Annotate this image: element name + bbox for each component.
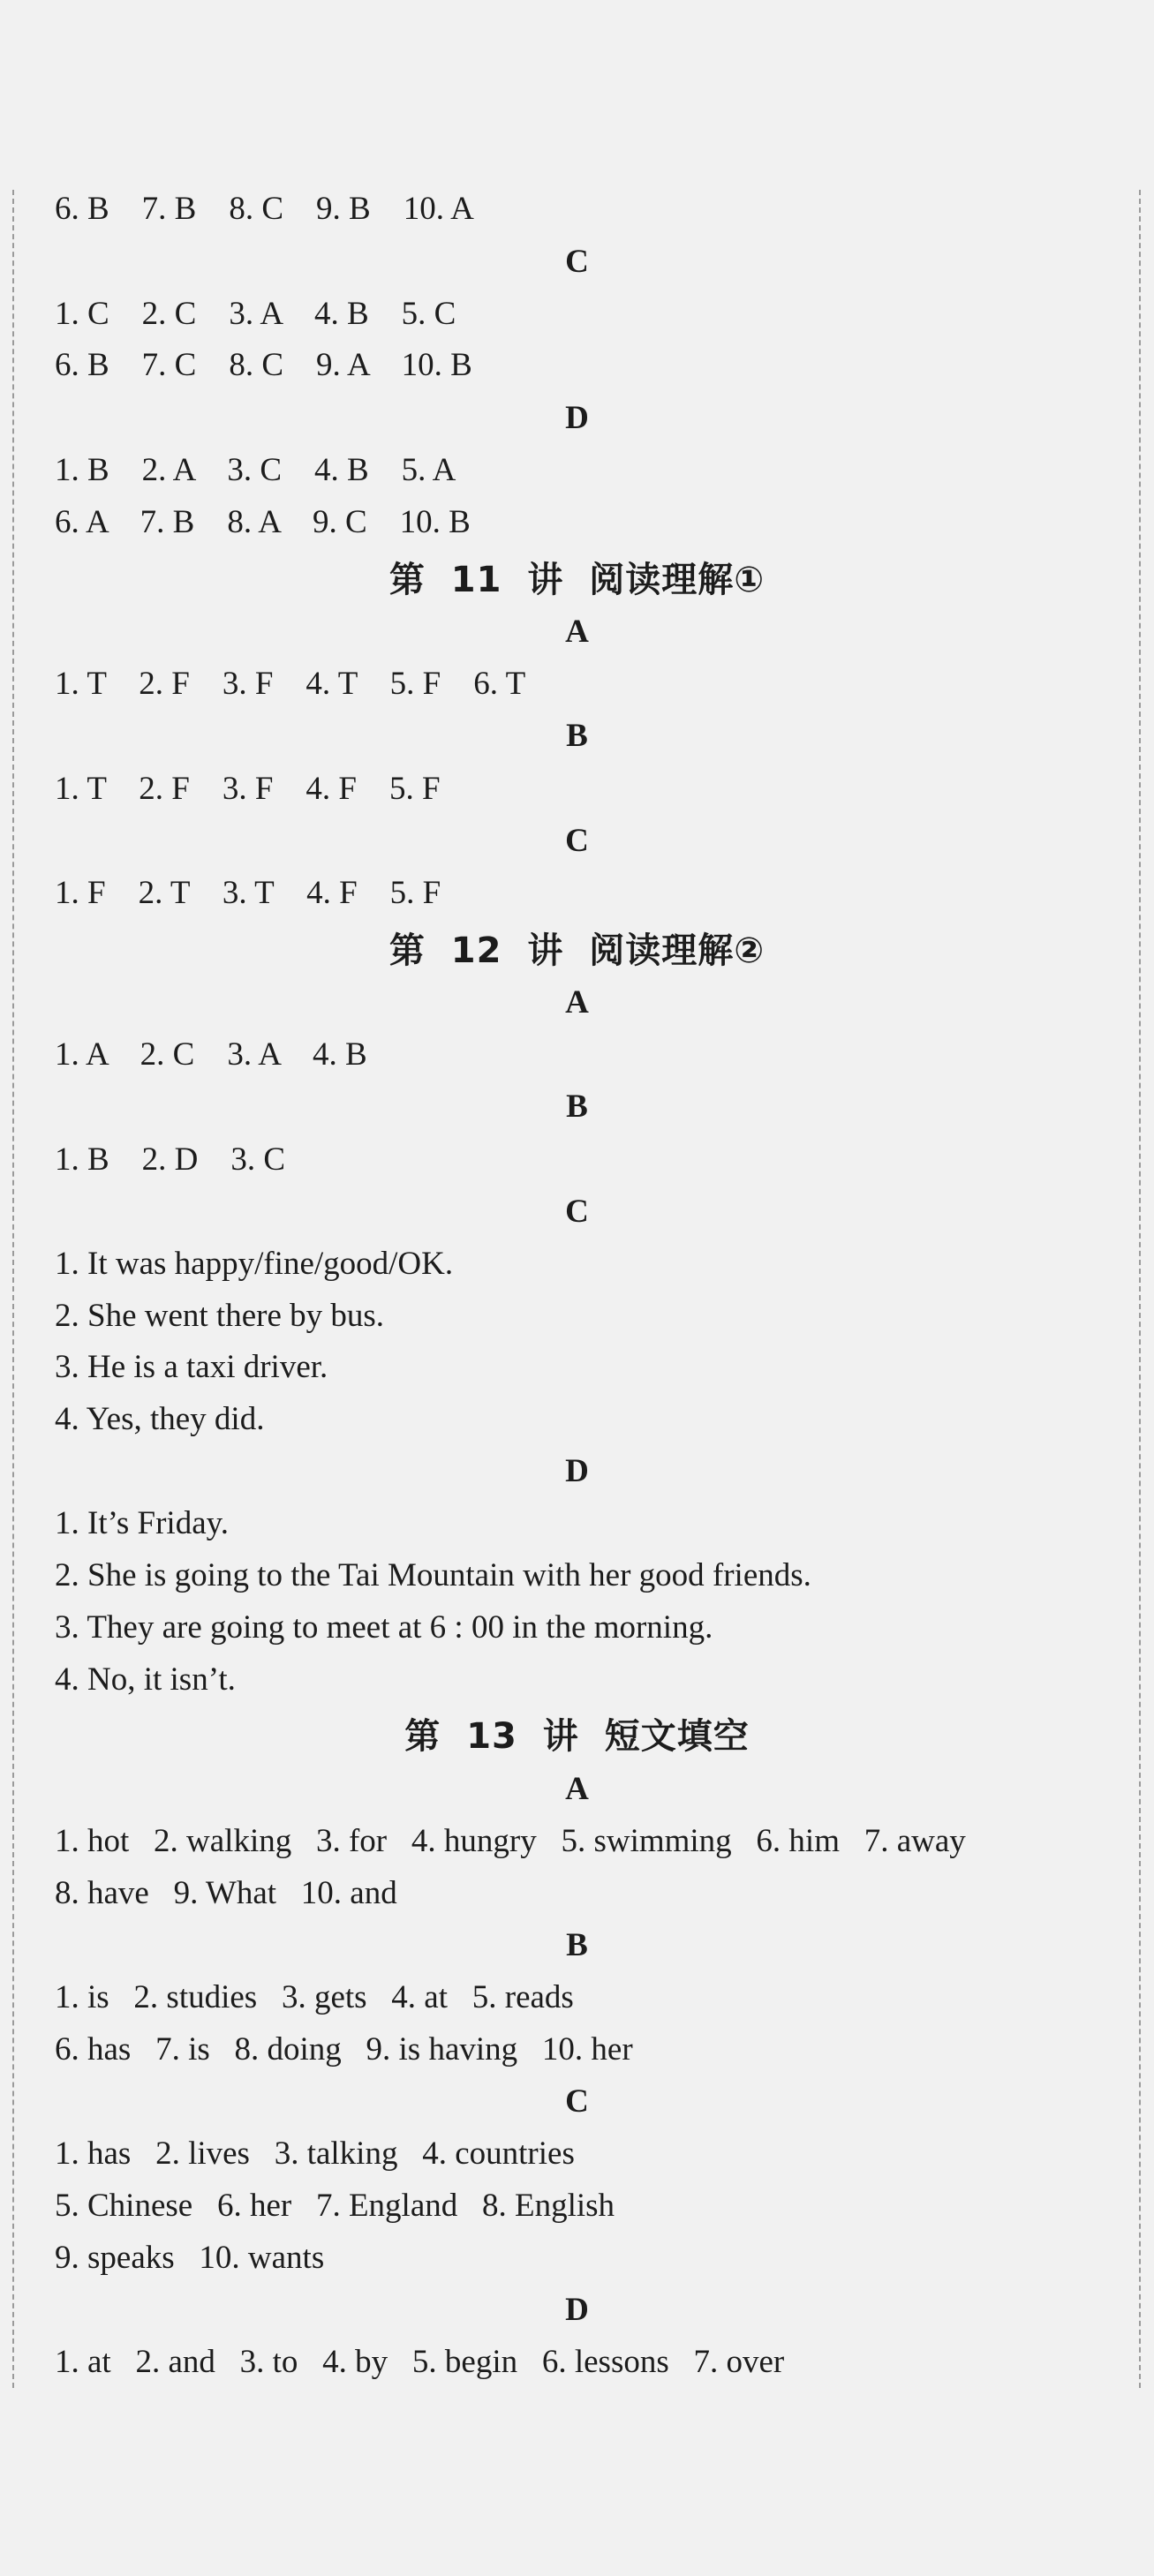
answer-line: 1. at 2. and 3. to 4. by 5. begin 6. lessons 7. over xyxy=(55,2344,785,2380)
section-letter: D xyxy=(565,400,589,436)
lesson-title: 第 13 讲 短文填空 xyxy=(404,1716,750,1757)
answer-line: 6. B 7. B 8. C 9. B 10. A xyxy=(55,191,474,227)
answer-line: 1. hot 2. walking 3. for 4. hungry 5. swimming 6. him 7. away xyxy=(55,1823,966,1859)
answer-line: 1. C 2. C 3. A 4. B 5. C xyxy=(55,296,456,332)
section-letter: D xyxy=(565,2292,589,2328)
right-dashed-margin xyxy=(1139,190,1141,2388)
section-letter: C xyxy=(565,2083,589,2120)
section-letter: D xyxy=(565,1453,589,1489)
answer-line: 9. speaks 10. wants xyxy=(55,2240,325,2276)
answer-line: 1. is 2. studies 3. gets 4. at 5. reads xyxy=(55,1979,574,2015)
answer-line: 1. A 2. C 3. A 4. B xyxy=(55,1036,367,1073)
section-letter: B xyxy=(566,718,588,754)
answer-line: 1. T 2. F 3. F 4. F 5. F xyxy=(55,771,441,807)
answer-line: 4. No, it isn’t. xyxy=(55,1661,236,1698)
answer-line: 3. They are going to meet at 6 : 00 in the morning. xyxy=(55,1609,713,1646)
answer-line: 4. Yes, they did. xyxy=(55,1401,265,1437)
section-letter: A xyxy=(565,984,589,1021)
section-letter: B xyxy=(566,1088,588,1125)
section-letter: C xyxy=(565,823,589,859)
answer-line: 1. B 2. D 3. C xyxy=(55,1141,286,1178)
answer-line: 3. He is a taxi driver. xyxy=(55,1349,328,1385)
lesson-title: 第 12 讲 阅读理解② xyxy=(388,930,766,971)
answer-line: 5. Chinese 6. her 7. England 8. English xyxy=(55,2188,615,2224)
section-letter: B xyxy=(566,1927,588,1963)
answer-line: 6. A 7. B 8. A 9. C 10. B xyxy=(55,504,471,540)
answer-line: 1. F 2. T 3. T 4. F 5. F xyxy=(55,875,441,911)
answer-line: 2. She went there by bus. xyxy=(55,1298,385,1334)
answer-line: 2. She is going to the Tai Mountain with her good friends. xyxy=(55,1557,811,1593)
answer-line: 8. have 9. What 10. and xyxy=(55,1875,397,1911)
section-letter: C xyxy=(565,1194,589,1230)
answer-line: 1. has 2. lives 3. talking 4. countries xyxy=(55,2135,575,2172)
answer-line: 6. has 7. is 8. doing 9. is having 10. her xyxy=(55,2031,633,2068)
section-letter: C xyxy=(565,244,589,280)
section-letter: A xyxy=(565,1771,589,1807)
left-dashed-margin xyxy=(12,190,14,2388)
section-letter: A xyxy=(565,614,589,650)
answer-line: 1. It was happy/fine/good/OK. xyxy=(55,1246,454,1282)
answer-line: 1. It’s Friday. xyxy=(55,1505,229,1541)
answer-line: 1. B 2. A 3. C 4. B 5. A xyxy=(55,452,456,488)
answer-line: 1. T 2. F 3. F 4. T 5. F 6. T xyxy=(55,666,526,702)
answer-line: 6. B 7. C 8. C 9. A 10. B xyxy=(55,347,472,383)
lesson-title: 第 11 讲 阅读理解① xyxy=(388,560,766,600)
